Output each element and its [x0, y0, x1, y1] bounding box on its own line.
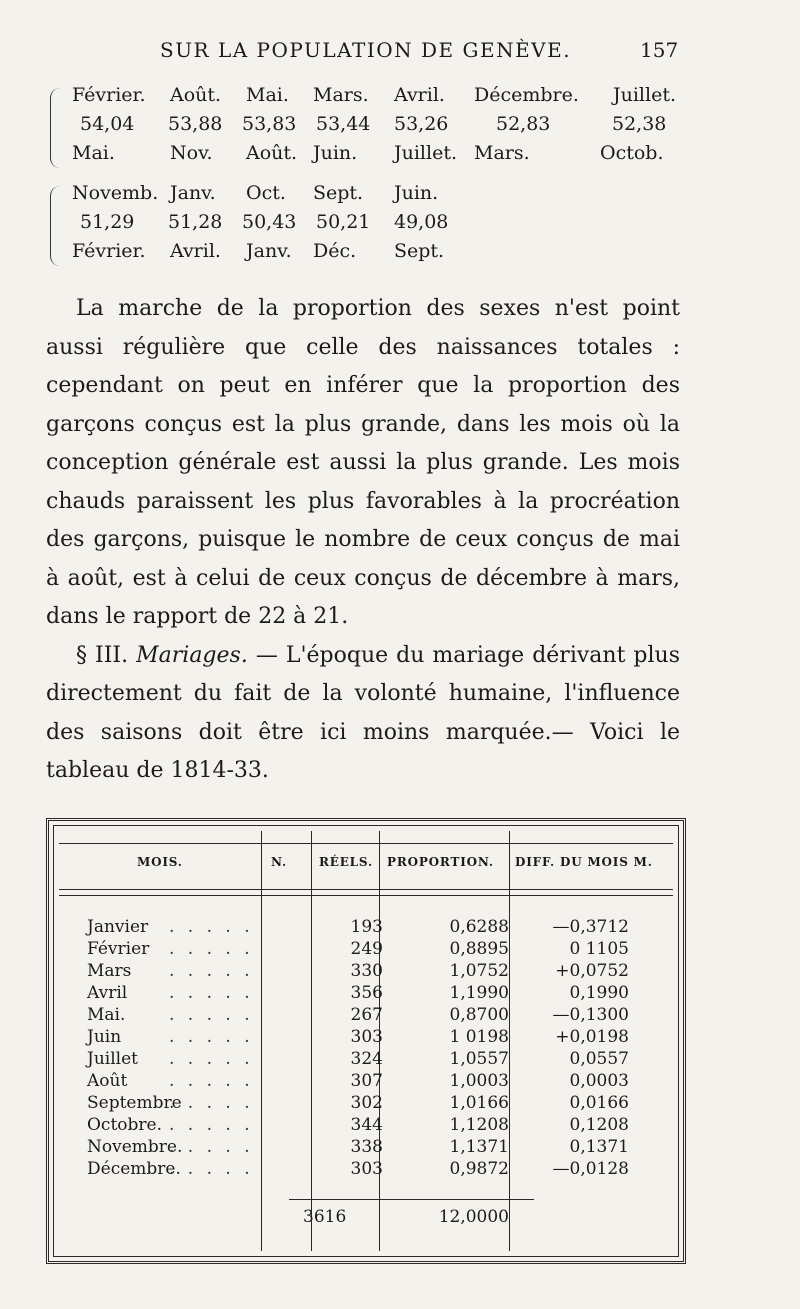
ranking-row-months-b — [50, 240, 750, 269]
proportion-cell: 1,0557 — [449, 1049, 509, 1069]
ranking-group-1 — [50, 84, 750, 174]
count-cell: 330 — [350, 961, 383, 981]
count-cell: 267 — [350, 1005, 383, 1025]
header-mois: MOIS. — [137, 855, 183, 869]
table-row — [49, 1049, 683, 1071]
ranking-value: 53,88 — [168, 113, 223, 135]
month-cell: Juin — [87, 1027, 122, 1047]
header-rule — [59, 895, 673, 896]
ranking-month: Août. — [246, 142, 298, 164]
leader-dots: . . . . . — [169, 917, 254, 937]
ranking-month: Juillet. — [613, 84, 677, 106]
month-cell: Février — [87, 939, 150, 959]
running-head — [0, 34, 800, 70]
count-cell: 249 — [350, 939, 383, 959]
leader-dots: . . . . . — [169, 1027, 254, 1047]
proportion-cell: 1,1208 — [449, 1115, 509, 1135]
header-rule — [59, 889, 673, 890]
leader-dots: . . . . . — [169, 1071, 254, 1091]
leader-dots: . . . . . — [169, 1049, 254, 1069]
proportion-cell: 1,0003 — [449, 1071, 509, 1091]
table-row — [49, 1005, 683, 1027]
table-row — [49, 917, 683, 939]
table-row — [49, 1093, 683, 1115]
count-cell: 344 — [350, 1115, 383, 1135]
count-cell: 303 — [350, 1027, 383, 1047]
ranking-month: Déc. — [313, 240, 357, 262]
month-cell: Octobre. — [87, 1115, 162, 1135]
header-proportion: PROPORTION. — [387, 855, 494, 869]
difference-cell: —0,1300 — [552, 1005, 629, 1025]
ranking-row-months-a — [50, 182, 750, 211]
difference-cell: —0,0128 — [552, 1159, 629, 1179]
difference-cell: 0,0557 — [569, 1049, 629, 1069]
ranking-value: 52,83 — [496, 113, 551, 135]
ranking-value: 50,21 — [316, 211, 371, 233]
ranking-month: Avril. — [394, 84, 445, 106]
ranking-row-months-b — [50, 142, 750, 171]
table-row — [49, 961, 683, 983]
proportion-cell: 1 0198 — [449, 1027, 509, 1047]
table-row — [49, 1027, 683, 1049]
marriages-table — [46, 818, 686, 1264]
difference-cell: +0,0752 — [555, 961, 629, 981]
ranking-value: 49,08 — [394, 211, 449, 233]
count-cell: 303 — [350, 1159, 383, 1179]
ranking-month: Nov. — [170, 142, 213, 164]
ranking-group-2 — [50, 182, 750, 272]
month-cell: Juillet — [87, 1049, 138, 1069]
total-n: 3616 — [303, 1207, 347, 1227]
ranking-month: Avril. — [170, 240, 221, 262]
difference-cell: 0,1208 — [569, 1115, 629, 1135]
paragraph-sex-ratio: La marche de la proportion des sexes n'est point aussi régulière que celle des naissances totales : cependant on peut en inférer que la proportion des garçons conçus est la plus grande, dans les mois où la conception générale est aussi la plus grande. Les mois chauds paraissent les plus favorables à la procréation des garçons, puisque le nombre de ceux conçus de mai à août, est à celui de ceux conçus de décembre à mars, dans le rapport de 22 à 21. — [46, 296, 680, 629]
ranking-month: Juillet. — [394, 142, 458, 164]
header-rule — [59, 843, 673, 844]
ranking-month: Juin. — [394, 182, 439, 204]
count-cell: 307 — [350, 1071, 383, 1091]
month-cell: Avril — [87, 983, 128, 1003]
table-row — [49, 1115, 683, 1137]
ranking-row-months-a — [50, 84, 750, 113]
ranking-value: 51,29 — [80, 211, 135, 233]
header-diff: DIFF. DU MOIS M. — [515, 855, 653, 869]
leader-dots: . . . . . — [169, 1005, 254, 1025]
ranking-month: Oct. — [246, 182, 286, 204]
ranking-month: Février. — [72, 84, 146, 106]
total-proportion: 12,0000 — [438, 1207, 509, 1227]
ranking-value: 53,26 — [394, 113, 449, 135]
leader-dots: . . . . . — [169, 961, 254, 981]
ranking-month: Juin. — [313, 142, 358, 164]
ranking-month: Janv. — [170, 182, 216, 204]
ranking-month: Août. — [170, 84, 222, 106]
count-cell: 356 — [350, 983, 383, 1003]
leader-dots: . . . . . — [169, 1137, 254, 1157]
month-cell: Septembre — [87, 1093, 182, 1113]
page-number: 157 — [640, 38, 679, 62]
ranking-value: 53,83 — [242, 113, 297, 135]
month-cell: Novembre. — [87, 1137, 183, 1157]
difference-cell: +0,0198 — [555, 1027, 629, 1047]
leader-dots: . . . . . — [169, 1093, 254, 1113]
leader-dots: . . . . . — [169, 983, 254, 1003]
month-cell: Août — [87, 1071, 128, 1091]
ranking-month: Mai. — [246, 84, 289, 106]
ranking-value: 54,04 — [80, 113, 135, 135]
section-title: Mariages. — [136, 642, 248, 668]
ranking-month: Mai. — [72, 142, 115, 164]
section-text: — L'époque du mariage dérivant plus directement du fait de la volonté humaine, l'influence des saisons doit être ici moins marquée.— Voici le tableau de 1814-33. — [46, 642, 681, 783]
table-row — [49, 1137, 683, 1159]
proportion-cell: 1,0752 — [449, 961, 509, 981]
ranking-value: 50,43 — [242, 211, 297, 233]
table-row — [49, 983, 683, 1005]
ranking-month: Octob. — [600, 142, 664, 164]
section-mariages — [46, 637, 680, 791]
table-body — [49, 917, 683, 1181]
month-cell: Mai. — [87, 1005, 126, 1025]
difference-cell: 0,1371 — [569, 1137, 629, 1157]
table-row — [49, 939, 683, 961]
ranking-month: Février. — [72, 240, 146, 262]
proportion-cell: 1,0166 — [449, 1093, 509, 1113]
month-cell: Mars — [87, 961, 132, 981]
ranking-month: Décembre. — [474, 84, 579, 106]
leader-dots: . . . . . — [169, 1115, 254, 1135]
difference-cell: 0 1105 — [569, 939, 629, 959]
ranking-row-values — [50, 211, 750, 240]
ranking-month: Janv. — [246, 240, 292, 262]
ranking-month: Sept. — [394, 240, 445, 262]
count-cell: 324 — [350, 1049, 383, 1069]
ranking-value: 53,44 — [316, 113, 371, 135]
proportion-cell: 1,1371 — [449, 1137, 509, 1157]
count-cell: 193 — [350, 917, 383, 937]
table-row — [49, 1159, 683, 1181]
proportion-cell: 0,6288 — [449, 917, 509, 937]
leader-dots: . . . . . — [169, 939, 254, 959]
difference-cell: —0,3712 — [552, 917, 629, 937]
month-cell: Janvier — [87, 917, 149, 937]
month-ranking-block — [50, 84, 750, 272]
header-reels: RÉELS. — [319, 855, 373, 869]
difference-cell: 0,0166 — [569, 1093, 629, 1113]
running-head-title: SUR LA POPULATION DE GENÈVE. — [160, 38, 572, 62]
table-row — [49, 1071, 683, 1093]
count-cell: 302 — [350, 1093, 383, 1113]
ranking-month: Mars. — [313, 84, 369, 106]
proportion-cell: 1,1990 — [449, 983, 509, 1003]
section-number: § III. — [76, 642, 129, 668]
ranking-value: 52,38 — [612, 113, 667, 135]
header-n: N. — [271, 855, 287, 869]
ranking-row-values — [50, 113, 750, 142]
proportion-cell: 0,8700 — [449, 1005, 509, 1025]
proportion-cell: 0,9872 — [449, 1159, 509, 1179]
ranking-month: Mars. — [474, 142, 530, 164]
difference-cell: 0,1990 — [569, 983, 629, 1003]
ranking-month: Novemb. — [72, 182, 159, 204]
leader-dots: . . . . . — [169, 1159, 254, 1179]
month-cell: Décembre. — [87, 1159, 181, 1179]
body-text — [46, 290, 680, 791]
proportion-cell: 0,8895 — [449, 939, 509, 959]
ranking-month: Sept. — [313, 182, 364, 204]
ranking-value: 51,28 — [168, 211, 223, 233]
count-cell: 338 — [350, 1137, 383, 1157]
total-rule — [289, 1199, 534, 1200]
difference-cell: 0,0003 — [569, 1071, 629, 1091]
